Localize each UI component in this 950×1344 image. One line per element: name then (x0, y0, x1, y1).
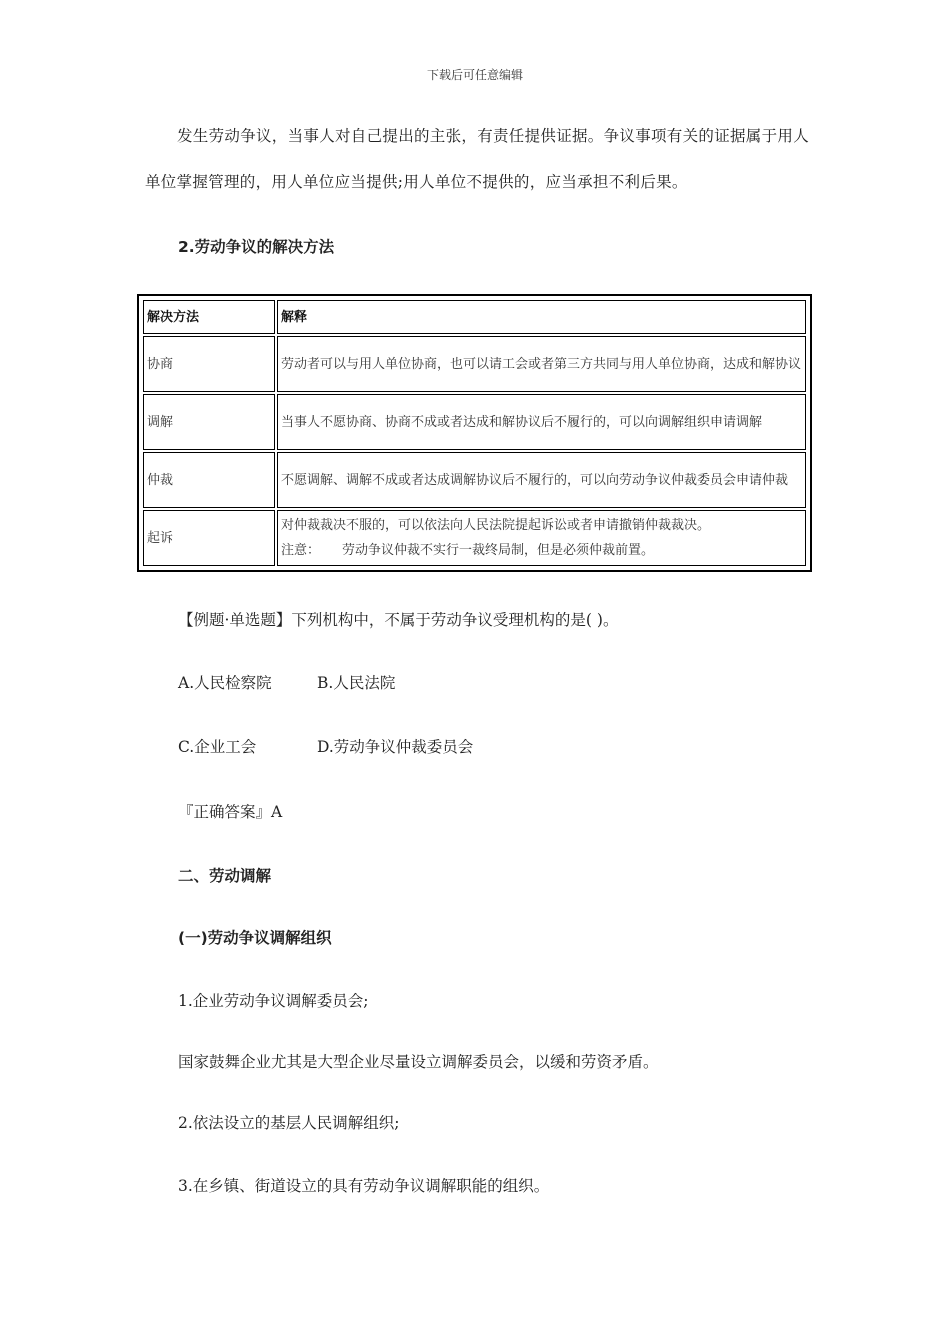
explanation-cell: 不愿调解、调解不成或者达成调解协议后不履行的，可以向劳动争议仲裁委员会申请仲裁 (277, 452, 806, 508)
note-label: 注意： (281, 543, 321, 558)
option-b: B.人民法院 (317, 674, 396, 692)
explanation-cell (277, 510, 806, 566)
options-row-1 (178, 671, 395, 693)
list-item-3: 3.在乡镇、街道设立的具有劳动争议调解职能的组织。 (178, 1177, 550, 1195)
table-row (143, 452, 806, 508)
intro-paragraph: 发生劳动争议，当事人对自己提出的主张，有责任提供证据。争议事项有关的证据属于用人单位掌握管理的，用人单位应当提供;用人单位不提供的，应当承担不利后果。 (145, 127, 810, 191)
method-cell: 起诉 (143, 510, 275, 566)
table-header-row (143, 300, 806, 334)
heading-labor-mediation: 二、劳动调解 (178, 867, 272, 885)
list-item-1: 1.企业劳动争议调解委员会; (178, 992, 369, 1010)
method-cell: 协商 (143, 336, 275, 392)
table-row (143, 394, 806, 450)
method-cell: 仲裁 (143, 452, 275, 508)
header-explanation: 解释 (277, 300, 806, 334)
explanation-cell: 当事人不愿协商、协商不成或者达成和解协议后不履行的，可以向调解组织申请调解 (277, 394, 806, 450)
option-c: C.企业工会 (178, 738, 257, 756)
option-d: D.劳动争议仲裁委员会 (317, 738, 474, 756)
resolution-methods-table (137, 294, 812, 572)
explanation-text: 对仲裁裁决不服的，可以依法向人民法院提起诉讼或者申请撤销仲裁裁决。 (281, 518, 711, 533)
answer-text: 『正确答案』A (178, 803, 283, 821)
heading-mediation-organizations: (一)劳动争议调解组织 (178, 929, 332, 947)
section-title: 2.劳动争议的解决方法 (178, 238, 335, 256)
method-cell: 调解 (143, 394, 275, 450)
explanation-cell: 劳动者可以与用人单位协商，也可以请工会或者第三方共同与用人单位协商，达成和解协议 (277, 336, 806, 392)
table-row (143, 510, 806, 566)
page-header: 下载后可任意编辑 (426, 68, 523, 82)
list-item-2: 2.依法设立的基层人民调解组织; (178, 1114, 400, 1132)
question-text: 【例题·单选题】下列机构中，不属于劳动争议受理机构的是( )。 (178, 611, 619, 629)
table-row (143, 336, 806, 392)
note-line (281, 538, 802, 563)
list-item-1-description: 国家鼓舞企业尤其是大型企业尽量设立调解委员会，以缓和劳资矛盾。 (178, 1053, 659, 1071)
option-a: A.人民检察院 (178, 674, 272, 692)
header-method: 解决方法 (143, 300, 275, 334)
options-row-2 (178, 735, 473, 757)
note-text: 劳动争议仲裁不实行一裁终局制，但是必须仲裁前置。 (342, 543, 655, 558)
